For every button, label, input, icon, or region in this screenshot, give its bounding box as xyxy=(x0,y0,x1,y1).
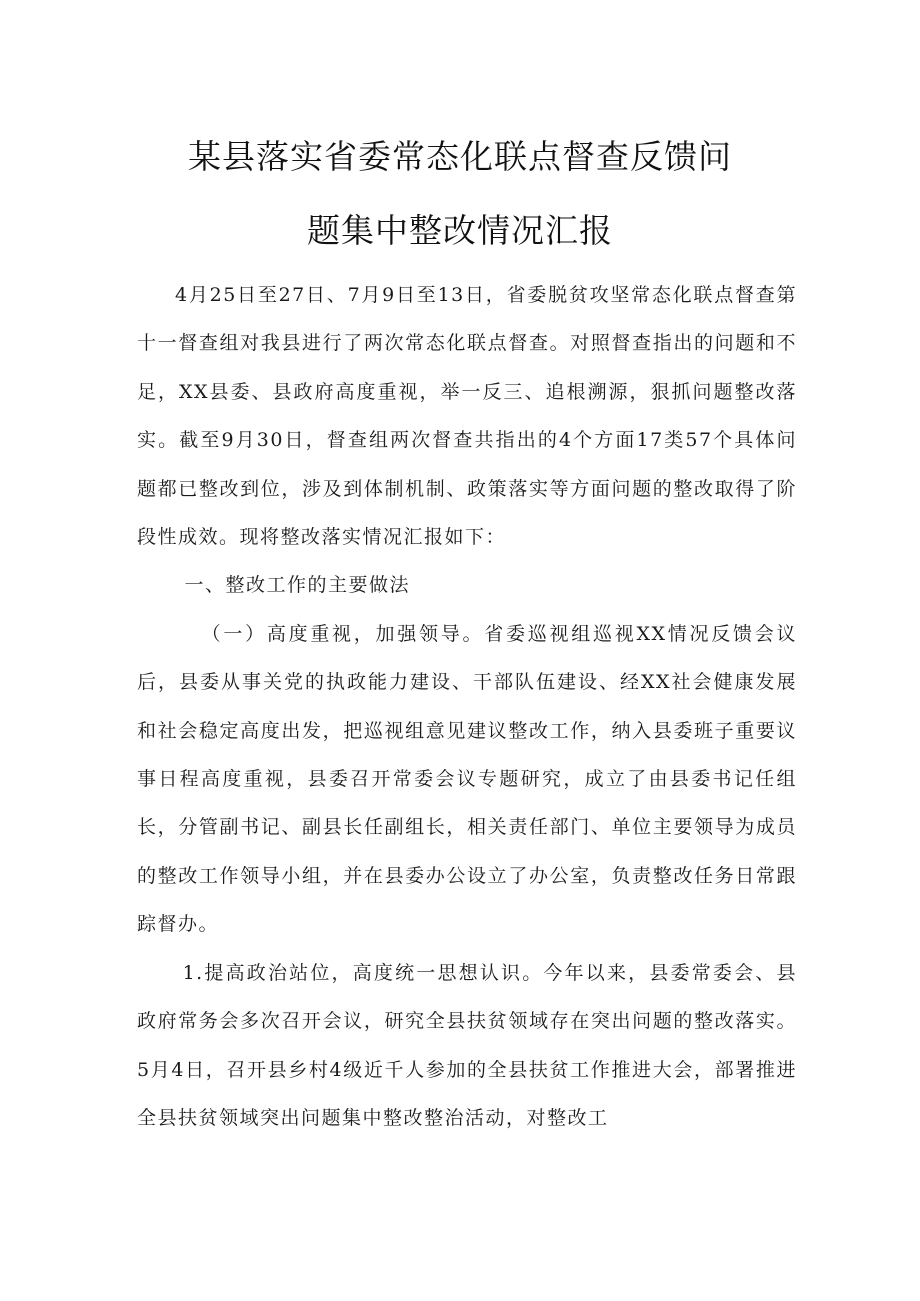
subsection-paragraph-1: （一）高度重视，加强领导。省委巡视组巡视XX情况反馈会议后，县委从事关党的执政能力建设、干部队伍建设、经XX社会健康发展和社会稳定高度出发，把巡视组意见建议整改工作，纳入县委班子重要议事日程高度重视，县委召开常委会议专题研究，成立了由县委书记任组长，分管副书记、副县长任副组长，相关责任部门、单位主要领导为成员的整改工作领导小组，并在县委办公设立了办公室，负责整改任务日常跟踪督办。 xyxy=(137,622,797,936)
item-paragraph-1: 1.提高政治站位，高度统一思想认识。今年以来，县委常委会、县政府常务会多次召开会议，研究全县扶贫领域存在突出问题的整改落实。5月4日，召开县乡村4级近千人参加的全县扶贫工作推进大会，部署推进全县扶贫领域突出问题集中整改整治活动，对整改工 xyxy=(137,961,797,1129)
section-heading-1: 一、整改工作的主要做法 xyxy=(184,574,411,597)
document-body xyxy=(137,271,797,1142)
intro-paragraph: 4月25日至27日、7月9日至13日，省委脱贫攻坚常态化联点督查第十一督查组对我县进行了两次常态化联点督查。对照督查指出的问题和不足，XX县委、县政府高度重视，举一反三、追根溯源，狠抓问题整改落实。截至9月30日，督查组两次督查共指出的4个方面17类57个具体问题都已整改到位，涉及到体制机制、政策落实等方面问题的整改取得了阶段性成效。现将整改落实情况汇报如下： xyxy=(137,284,797,549)
document-title-line-1: 某县落实省委常态化联点督查反馈问 xyxy=(188,137,732,176)
document-title-line-2: 题集中整改情况汇报 xyxy=(307,211,613,250)
